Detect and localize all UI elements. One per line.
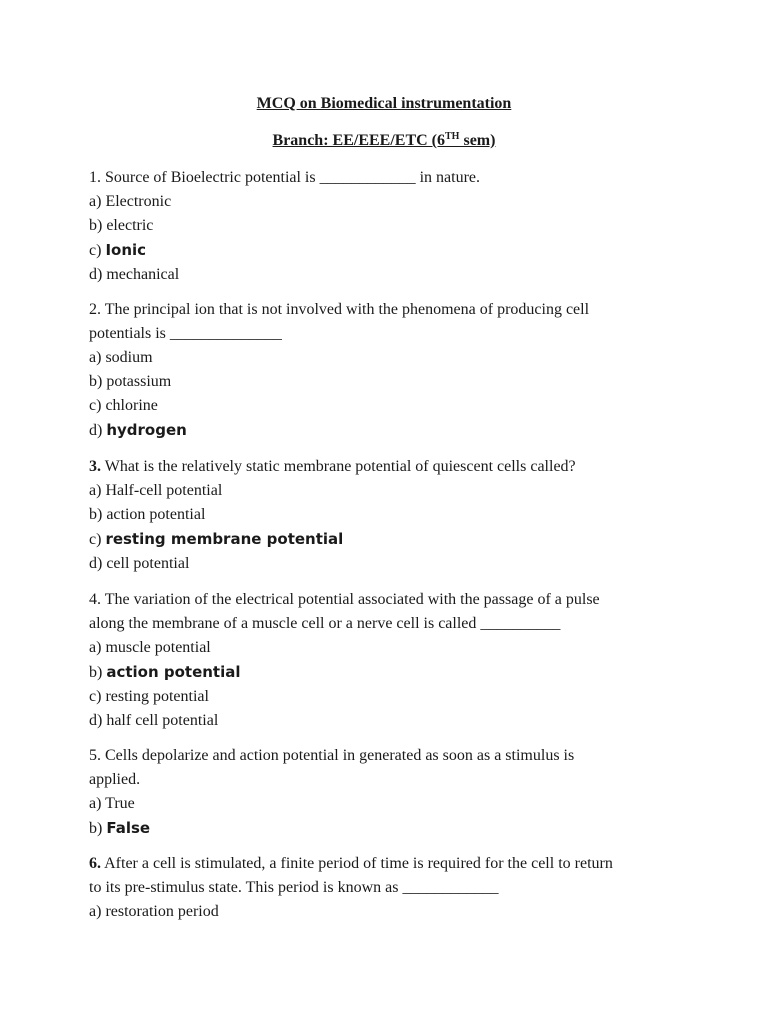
question-text-line: Source of Bioelectric potential is ____________ in nature. — [105, 169, 481, 186]
branch-prefix: Branch: EE/EEE/ETC (6 — [272, 132, 446, 149]
branch-superscript: TH — [445, 131, 460, 142]
option-text: muscle potential — [105, 639, 211, 656]
question-4 — [89, 588, 689, 733]
option — [89, 792, 689, 816]
question-5 — [89, 744, 689, 841]
option-prefix: a) — [89, 193, 106, 210]
option-prefix: b) — [89, 217, 107, 234]
option-prefix: c) — [89, 242, 106, 259]
option — [89, 370, 689, 394]
question-number: 1. — [89, 169, 101, 186]
question-text-line: The variation of the electrical potential associated with the passage of a pulse — [104, 591, 600, 608]
option-text: Half-cell potential — [105, 482, 223, 499]
option-text: resting potential — [105, 688, 209, 705]
question-text-line: After a cell is stimulated, a finite period of time is required for the cell to return — [104, 855, 613, 872]
option — [89, 503, 689, 527]
question-6 — [89, 852, 689, 924]
question-text — [89, 455, 689, 479]
option — [89, 709, 689, 733]
option-prefix: a) — [89, 795, 106, 812]
option — [89, 479, 689, 503]
question-text-line: potentials is ______________ — [89, 325, 282, 342]
question-number: 4. — [89, 591, 101, 608]
option-prefix: b) — [89, 373, 107, 390]
option — [89, 346, 689, 370]
option-text: potassium — [106, 373, 172, 390]
option-prefix: a) — [89, 639, 106, 656]
option-prefix: b) — [89, 820, 107, 837]
option-text: restoration period — [105, 903, 219, 920]
option — [89, 685, 689, 709]
option-text: chlorine — [105, 397, 158, 414]
question-text — [89, 298, 689, 322]
option-text: action potential — [106, 506, 206, 523]
question-text-line: to its pre-stimulus state. This period is known as ____________ — [89, 879, 499, 896]
question-text — [89, 744, 689, 768]
question-text-line: What is the relatively static membrane potential of quiescent cells called? — [104, 458, 576, 475]
option-text: cell potential — [106, 555, 190, 572]
question-text — [89, 166, 689, 190]
question-3 — [89, 455, 689, 576]
option-prefix: a) — [89, 349, 106, 366]
option-correct — [89, 660, 689, 685]
option-text: mechanical — [106, 266, 180, 283]
question-text — [89, 588, 689, 612]
question-text-line: applied. — [89, 771, 141, 788]
correct-answer: resting membrane potential — [105, 530, 344, 548]
option-correct — [89, 238, 689, 263]
option-prefix: c) — [89, 397, 106, 414]
option — [89, 214, 689, 238]
question-number: 2. — [89, 301, 101, 318]
question-number: 3. — [89, 458, 101, 475]
question-text — [89, 852, 689, 876]
correct-answer: Ionic — [105, 241, 147, 259]
option — [89, 190, 689, 214]
option-text: Electronic — [105, 193, 172, 210]
option — [89, 552, 689, 576]
option-text: True — [105, 795, 135, 812]
option-prefix: d) — [89, 712, 107, 729]
question-1 — [89, 166, 689, 287]
option — [89, 263, 689, 287]
question-text-line: Cells depolarize and action potential in generated as soon as a stimulus is — [105, 747, 575, 764]
option-correct — [89, 527, 689, 552]
option-correct — [89, 816, 689, 841]
option-text: electric — [106, 217, 154, 234]
correct-answer: hydrogen — [106, 421, 187, 439]
option-prefix: d) — [89, 555, 107, 572]
question-number: 5. — [89, 747, 101, 764]
branch-suffix: sem) — [459, 132, 496, 149]
option-correct — [89, 418, 689, 443]
option-prefix: c) — [89, 531, 106, 548]
option-prefix: b) — [89, 506, 107, 523]
option-prefix: c) — [89, 688, 106, 705]
correct-answer: False — [106, 819, 151, 837]
option-prefix: b) — [89, 664, 107, 681]
question-text-line: The principal ion that is not involved with the phenomena of producing cell — [104, 301, 590, 318]
question-2 — [89, 298, 689, 443]
question-number: 6. — [89, 855, 101, 872]
option-text: sodium — [105, 349, 153, 366]
option-prefix: a) — [89, 482, 106, 499]
branch-line — [0, 131, 768, 151]
option — [89, 636, 689, 660]
question-text-line: along the membrane of a muscle cell or a nerve cell is called __________ — [89, 615, 561, 632]
option — [89, 900, 689, 924]
document-title: MCQ on Biomedical instrumentation — [256, 95, 512, 112]
option-text: half cell potential — [106, 712, 219, 729]
option-prefix: a) — [89, 903, 106, 920]
correct-answer: action potential — [106, 663, 241, 681]
option — [89, 394, 689, 418]
option-prefix: d) — [89, 422, 107, 439]
option-prefix: d) — [89, 266, 107, 283]
